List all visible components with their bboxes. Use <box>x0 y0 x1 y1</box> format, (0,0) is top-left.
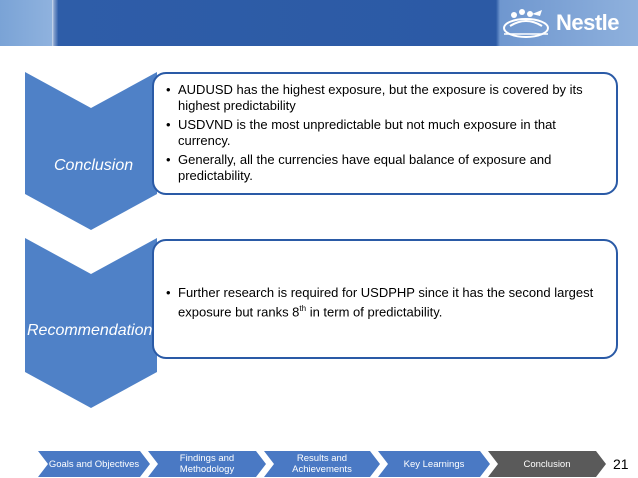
recommendation-text: Further research is required for USDPHP since it has the second largest exposure but ranks 8 <box>178 285 594 320</box>
nav-label: Goals and Objectives <box>48 458 140 470</box>
conclusion-bullet: • Generally, all the currencies have equal balance of exposure and predictability. <box>164 152 606 184</box>
page-number: 21 <box>613 456 629 472</box>
nav-goals-and-objectives[interactable] <box>38 451 150 477</box>
recommendation-ordinal-suffix: th <box>299 304 307 313</box>
conclusion-label: Conclusion <box>54 157 134 174</box>
nest-bird-logo-icon <box>500 6 552 40</box>
nestle-logo <box>500 5 632 41</box>
recommendation-text-end: in term of predictability. <box>306 304 443 320</box>
nav-label: Conclusion <box>523 458 571 470</box>
nav-findings-and-methodology[interactable] <box>148 451 266 477</box>
nav-label: Key Learnings <box>403 458 465 470</box>
conclusion-bullet: • USDVND is the most unpredictable but not much exposure in that currency. <box>164 117 606 149</box>
conclusion-bullet: • AUDUSD has the highest exposure, but the exposure is covered by its highest predictability <box>164 82 606 114</box>
recommendation-label: Recommendation <box>27 322 153 339</box>
recommendation-box <box>152 239 618 359</box>
recommendation-bullet-list <box>164 285 606 320</box>
nav-label: Results and Achievements <box>292 453 352 475</box>
logo-wordmark: Nestle <box>556 10 620 35</box>
nav-label: Findings and Methodology <box>179 453 235 475</box>
conclusion-box <box>152 72 618 195</box>
conclusion-chevron <box>25 72 157 230</box>
recommendation-bullet <box>164 285 606 320</box>
recommendation-chevron <box>25 238 157 408</box>
nav-key-learnings[interactable] <box>378 451 490 477</box>
nav-conclusion-active[interactable] <box>488 451 606 477</box>
conclusion-bullet-list <box>164 82 606 184</box>
header-stripe <box>52 0 58 46</box>
section-navigation <box>38 451 608 477</box>
nav-results-and-achievements[interactable] <box>264 451 380 477</box>
